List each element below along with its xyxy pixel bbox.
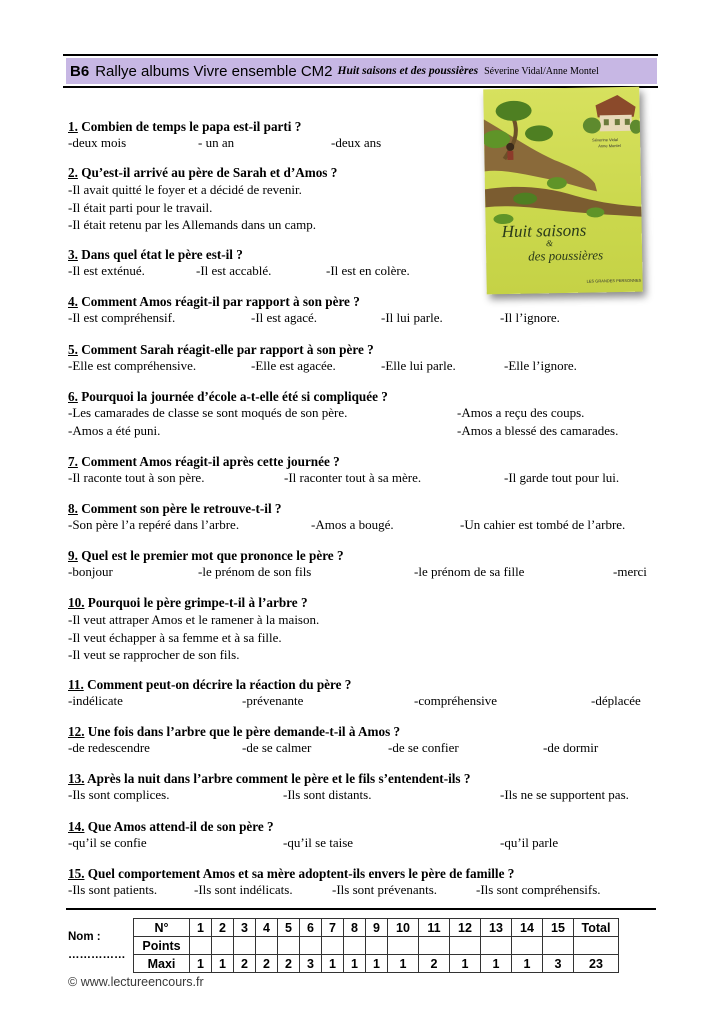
question-1-text: 1. Combien de temps le papa est-il parti ? — [68, 119, 302, 134]
q12-option-b[interactable]: -de se calmer — [242, 740, 312, 755]
q2-option-c[interactable]: -Il était retenu par les Allemands dans un camp. — [68, 217, 317, 232]
q9-option-d[interactable]: -merci — [613, 564, 647, 579]
q15-option-c[interactable]: -Ils sont prévenants. — [332, 882, 438, 897]
points-cell[interactable] — [322, 937, 344, 955]
svg-text:Séverine Vidal: Séverine Vidal — [592, 137, 618, 143]
student-name-field[interactable]: …………… — [68, 949, 126, 961]
points-cell[interactable] — [512, 937, 543, 955]
question-9 — [68, 547, 658, 581]
q5-option-d[interactable]: -Elle l’ignore. — [504, 358, 577, 373]
q3-option-b[interactable]: -Il est accablé. — [196, 263, 272, 278]
question-6 — [68, 388, 658, 440]
q15-option-a[interactable]: -Ils sont patients. — [68, 882, 158, 897]
q15-option-b[interactable]: -Ils sont indélicats. — [194, 882, 293, 897]
svg-text:&: & — [545, 238, 554, 249]
question-12 — [68, 723, 658, 757]
question-4-text: 4. Comment Amos réagit-il par rapport à son père ? — [68, 294, 360, 309]
q8-option-c[interactable]: -Un cahier est tombé de l’arbre. — [460, 517, 626, 532]
question-4 — [68, 293, 658, 327]
q7-option-c[interactable]: -Il garde tout pour lui. — [504, 470, 620, 485]
score-maxi-label: Maxi — [134, 955, 190, 973]
worksheet-header — [66, 58, 657, 84]
header-title: Rallye albums Vivre ensemble CM2 — [95, 62, 333, 80]
q6-option-a[interactable]: -Les camarades de classe se sont moqués de son père. — [68, 405, 348, 420]
score-row-maxi: Maxi 1 1 2 2 2 3 1 1 1 1 2 1 1 1 3 23 — [134, 955, 619, 973]
svg-text:des poussières: des poussières — [528, 247, 604, 264]
q7-option-a[interactable]: -Il raconte tout à son père. — [68, 470, 205, 485]
q5-option-b[interactable]: -Elle est agacée. — [251, 358, 336, 373]
q1-option-b[interactable]: - un an — [198, 135, 235, 150]
question-14-text: 14. Que Amos attend-il de son père ? — [68, 819, 274, 834]
q10-option-a[interactable]: -Il veut attraper Amos et le ramener à la maison. — [68, 612, 320, 627]
q12-option-d[interactable]: -de dormir — [543, 740, 599, 755]
q9-option-b[interactable]: -le prénom de son fils — [198, 564, 312, 579]
question-8-text: 8. Comment son père le retrouve-t-il ? — [68, 501, 282, 516]
q2-option-b[interactable]: -Il était parti pour le travail. — [68, 199, 213, 215]
question-8 — [68, 500, 658, 534]
maxi-total: 23 — [574, 955, 619, 973]
q3-option-c[interactable]: -Il est en colère. — [326, 263, 410, 278]
question-1 — [68, 118, 488, 152]
q11-option-a[interactable]: -indélicate — [68, 693, 123, 708]
q14-option-b[interactable]: -qu’il se taise — [283, 835, 354, 850]
question-3 — [68, 246, 488, 280]
question-15-text: 15. Quel comportement Amos et sa mère adoptent-ils envers le père de famille ? — [68, 866, 515, 881]
svg-text:LES GRANDES PERSONNES: LES GRANDES PERSONNES — [586, 277, 642, 284]
points-cell[interactable] — [543, 937, 574, 955]
q6-option-b[interactable]: -Amos a reçu des coups. — [457, 405, 585, 420]
question-3-text: 3. Dans quel état le père est-il ? — [68, 247, 243, 262]
svg-text:Huit saisons: Huit saisons — [501, 220, 587, 242]
points-cell[interactable] — [366, 937, 388, 955]
q6-option-d[interactable]: -Amos a blessé des camarades. — [457, 422, 619, 438]
q4-option-b[interactable]: -Il est agacé. — [251, 310, 318, 325]
q10-option-c[interactable]: -Il veut se rapprocher de son fils. — [68, 647, 240, 662]
copyright-icon: © — [68, 975, 78, 989]
q12-option-a[interactable]: -de redescendre — [68, 740, 150, 755]
q7-option-b[interactable]: -Il raconter tout à sa mère. — [284, 470, 422, 485]
q14-option-c[interactable]: -qu’il parle — [500, 835, 559, 850]
q11-option-c[interactable]: -compréhensive — [414, 693, 498, 708]
points-cell[interactable] — [190, 937, 212, 955]
question-2 — [68, 164, 488, 234]
q6-option-c[interactable]: -Amos a été puni. — [68, 422, 161, 438]
question-5-text: 5. Comment Sarah réagit-elle par rapport à son père ? — [68, 342, 374, 357]
header-authors: Séverine Vidal/Anne Montel — [484, 65, 599, 77]
points-cell[interactable] — [212, 937, 234, 955]
q11-option-b[interactable]: -prévenante — [242, 693, 304, 708]
points-cell[interactable] — [419, 937, 450, 955]
points-total-cell[interactable] — [574, 937, 619, 955]
score-top-rule — [66, 908, 656, 910]
question-12-text: 12. Une fois dans l’arbre que le père demande-t-il à Amos ? — [68, 724, 401, 739]
q1-option-c[interactable]: -deux ans — [331, 135, 382, 150]
points-cell[interactable] — [256, 937, 278, 955]
score-table — [133, 918, 619, 973]
q13-option-a[interactable]: -Ils sont complices. — [68, 787, 170, 802]
q10-option-b[interactable]: -Il veut échapper à sa femme et à sa fille. — [68, 629, 282, 645]
score-header-num: N° — [134, 919, 190, 937]
points-cell[interactable] — [481, 937, 512, 955]
q13-option-b[interactable]: -Ils sont distants. — [283, 787, 372, 802]
q4-option-d[interactable]: -Il l’ignore. — [500, 310, 560, 325]
question-7-text: 7. Comment Amos réagit-il après cette journée ? — [68, 454, 340, 469]
question-2-text: 2. Qu’est-il arrivé au père de Sarah et d’Amos ? — [68, 165, 338, 180]
header-top-rule — [63, 54, 658, 56]
header-code: B6 — [70, 62, 90, 80]
points-cell[interactable] — [278, 937, 300, 955]
score-row-points — [134, 937, 619, 955]
points-cell[interactable] — [388, 937, 419, 955]
q8-option-a[interactable]: -Son père l’a repéré dans l’arbre. — [68, 517, 240, 532]
score-points-label: Points — [134, 937, 190, 955]
points-cell[interactable] — [344, 937, 366, 955]
q2-option-a[interactable]: -Il avait quitté le foyer et a décidé de revenir. — [68, 182, 302, 197]
q5-option-c[interactable]: -Elle lui parle. — [381, 358, 456, 373]
question-10 — [68, 594, 488, 664]
header-book-title: Huit saisons et des poussières — [337, 65, 479, 77]
score-row-numbers: N° 1 2 3 4 5 6 7 8 9 10 11 12 13 14 15 Total — [134, 919, 619, 937]
q9-option-c[interactable]: -le prénom de sa fille — [414, 564, 525, 579]
points-cell[interactable] — [234, 937, 256, 955]
q5-option-a[interactable]: -Elle est compréhensive. — [68, 358, 197, 373]
points-cell[interactable] — [300, 937, 322, 955]
q4-option-c[interactable]: -Il lui parle. — [381, 310, 443, 325]
q4-option-a[interactable]: -Il est compréhensif. — [68, 310, 176, 325]
question-15 — [68, 865, 658, 899]
question-9-text: 9. Quel est le premier mot que prononce le père ? — [68, 548, 344, 563]
q11-option-d[interactable]: -déplacée — [591, 693, 641, 708]
points-cell[interactable] — [450, 937, 481, 955]
website-link[interactable]: www.lectureencours.fr — [80, 975, 204, 989]
book-cover — [483, 87, 643, 295]
question-10-text: 10. Pourquoi le père grimpe-t-il à l’arbre ? — [68, 595, 308, 610]
question-7 — [68, 453, 658, 487]
q15-option-d[interactable]: -Ils sont compréhensifs. — [476, 882, 601, 897]
book-cover-illustration — [483, 87, 643, 295]
question-14 — [68, 818, 658, 852]
question-6-text: 6. Pourquoi la journée d’école a-t-elle été si compliquée ? — [68, 389, 388, 404]
score-header-total: Total — [574, 919, 619, 937]
question-13 — [68, 770, 658, 804]
student-name-label: Nom : …………… — [68, 928, 126, 964]
q3-option-a[interactable]: -Il est exténué. — [68, 263, 145, 278]
question-13-text: 13. Après la nuit dans l’arbre comment le père et le fils s’entendent-ils ? — [68, 771, 471, 786]
q9-option-a[interactable]: -bonjour — [68, 564, 113, 579]
question-5 — [68, 341, 658, 375]
q14-option-a[interactable]: -qu’il se confie — [68, 835, 147, 850]
footer — [68, 975, 204, 989]
q1-option-a[interactable]: -deux mois — [68, 135, 127, 150]
q13-option-c[interactable]: -Ils ne se supportent pas. — [500, 787, 629, 802]
q12-option-c[interactable]: -de se confier — [388, 740, 459, 755]
svg-text:Anne Montel: Anne Montel — [598, 142, 621, 149]
question-11-text: 11. Comment peut-on décrire la réaction du père ? — [68, 677, 352, 692]
q8-option-b[interactable]: -Amos a bougé. — [311, 517, 394, 532]
question-11 — [68, 676, 658, 710]
